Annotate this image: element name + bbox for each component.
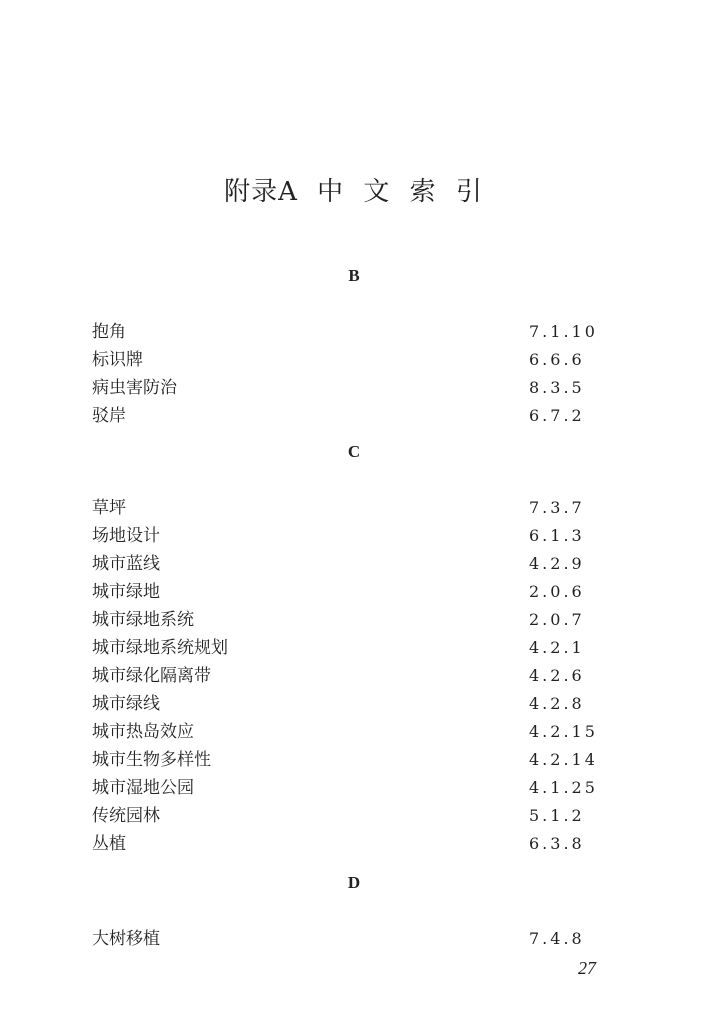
entry-term: 大树移植 (92, 929, 160, 949)
entry-term: 丛植 (92, 834, 126, 854)
index-entry (92, 802, 612, 830)
index-entry (92, 606, 612, 634)
entry-ref: 7.3.7 (529, 498, 585, 517)
entry-ref: 6.1.3 (529, 526, 585, 545)
entry-term: 城市绿地系统 (92, 610, 194, 630)
index-entry (92, 550, 612, 578)
entry-ref: 4.2.8 (529, 694, 585, 713)
index-entry (92, 718, 612, 746)
entry-term: 场地设计 (92, 526, 160, 546)
entry-term: 传统园林 (92, 806, 160, 826)
entry-ref: 4.2.14 (529, 750, 598, 769)
index-section-d (92, 873, 612, 953)
entry-term: 城市热岛效应 (92, 722, 194, 742)
entry-term: 城市生物多样性 (92, 750, 211, 770)
index-entry (92, 346, 612, 374)
index-entry (92, 578, 612, 606)
index-entry (92, 634, 612, 662)
index-entry (92, 374, 612, 402)
entry-term: 驳岸 (92, 406, 126, 426)
entry-term: 草坪 (92, 498, 126, 518)
entry-ref: 4.2.1 (529, 638, 585, 657)
entry-ref: 2.0.7 (529, 610, 585, 629)
entry-term: 城市绿化隔离带 (92, 666, 211, 686)
entry-list (92, 925, 612, 953)
section-letter: C (347, 442, 361, 461)
entry-term: 病虫害防治 (92, 378, 177, 398)
index-entry (92, 662, 612, 690)
entry-ref: 4.2.15 (529, 722, 598, 741)
entry-ref: 6.7.2 (529, 406, 585, 425)
entry-ref: 7.4.8 (529, 929, 585, 948)
entry-term: 城市绿线 (92, 694, 160, 714)
index-entry (92, 690, 612, 718)
page-number: 27 (578, 958, 596, 978)
entry-term: 抱角 (92, 322, 126, 342)
index-entry (92, 774, 612, 802)
index-entry (92, 402, 612, 430)
entry-ref: 6.3.8 (529, 834, 585, 853)
section-letter: D (347, 873, 361, 892)
index-section-b (92, 266, 612, 430)
entry-ref: 6.6.6 (529, 350, 585, 369)
index-entry (92, 746, 612, 774)
entry-ref: 7.1.10 (529, 322, 598, 341)
entry-ref: 5.1.2 (529, 806, 585, 825)
index-entry (92, 494, 612, 522)
index-entry (92, 830, 612, 858)
section-letter: B (348, 266, 360, 285)
entry-term: 城市绿地 (92, 582, 160, 602)
entry-list (92, 318, 612, 430)
entry-ref: 8.3.5 (529, 378, 585, 397)
index-entry (92, 522, 612, 550)
index-entry (92, 318, 612, 346)
entry-ref: 2.0.6 (529, 582, 585, 601)
index-entry (92, 925, 612, 953)
entry-term: 标识牌 (92, 350, 143, 370)
entry-ref: 4.2.6 (529, 666, 585, 685)
entry-list (92, 494, 612, 858)
page-title: 附录A 中 文 索 引 (224, 177, 483, 207)
index-section-c (92, 442, 612, 858)
entry-ref: 4.2.9 (529, 554, 585, 573)
entry-term: 城市蓝线 (92, 554, 160, 574)
entry-term: 城市湿地公园 (92, 778, 194, 798)
entry-term: 城市绿地系统规划 (92, 638, 228, 658)
entry-ref: 4.1.25 (529, 778, 598, 797)
